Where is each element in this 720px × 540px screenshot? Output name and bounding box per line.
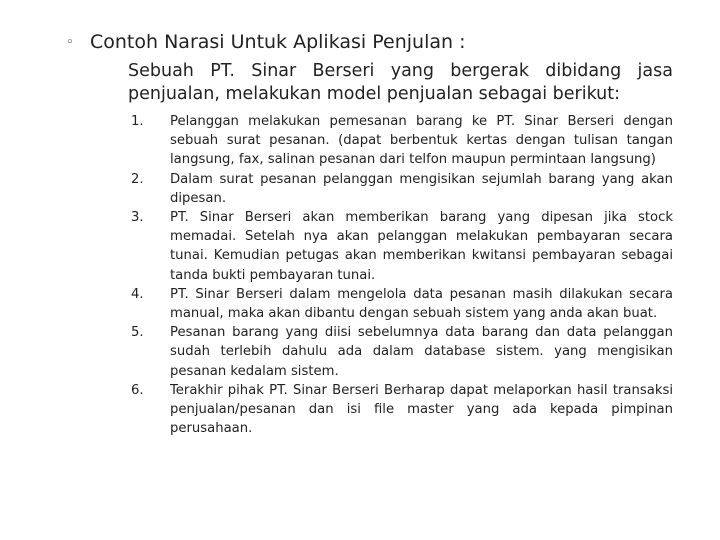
list-item [128, 112, 673, 170]
heading-text: Contoh Narasi Untuk Aplikasi Penjulan : [90, 31, 466, 53]
list-item [128, 381, 673, 439]
list-item-number: 5. [131, 325, 144, 341]
list-item-number: 6. [131, 382, 144, 398]
list-item [128, 285, 673, 323]
list-item-number: 2. [131, 171, 144, 187]
list-item [128, 323, 673, 381]
list-item-number: 1. [131, 114, 144, 129]
slide-heading [66, 29, 686, 56]
list-item-text: Dalam surat pesanan pelanggan mengisikan sejumlah barang yang akan dipesan. [170, 171, 673, 206]
list-item [128, 208, 673, 285]
intro-paragraph: Sebuah PT. Sinar Berseri yang bergerak dibidang jasa penjualan, melakukan model penjualan sebagai berikut: [128, 61, 673, 104]
list-item-text: PT. Sinar Berseri dalam mengelola data pesanan masih dilakukan secara manual, maka akan dibantu dengan sebuah sistem yang anda akan buat. [170, 286, 673, 322]
list-item-number: 4. [131, 286, 144, 302]
list-item-text: Terakhir pihak PT. Sinar Berseri Berharap dapat melaporkan hasil transaksi penjualan/pesanan dan isi file master yang ada kepada pimpinan perusahaan. [170, 382, 673, 437]
list-item [128, 170, 673, 208]
heading-bullet-icon: ◦ [66, 35, 74, 50]
list-item-number: 3. [131, 210, 144, 226]
list-item-text: Pesanan barang yang diisi sebelumnya data barang dan data pelanggan sudah terlebih dahulu ada dalam database sistem. yang mengisikan pesanan kedalam sistem. [170, 325, 673, 379]
list-item-text: PT. Sinar Berseri akan memberikan barang yang dipesan jika stock memadai. Setelah nya akan pelanggan melakukan pembayaran secara tunai. Kemudian petugas akan memberikan kwitansi pembayaran sebagai tanda bukti pembayaran tunai. [170, 210, 673, 283]
list-item-text: Pelanggan melakukan pemesanan barang ke PT. Sinar Berseri dengan sebuah surat pesanan. (dapat berbentuk kertas dengan tulisan tangan langsung, fax, salinan pesanan dari telfon maupun permintaan langsung) [170, 114, 673, 168]
numbered-list [128, 112, 673, 438]
